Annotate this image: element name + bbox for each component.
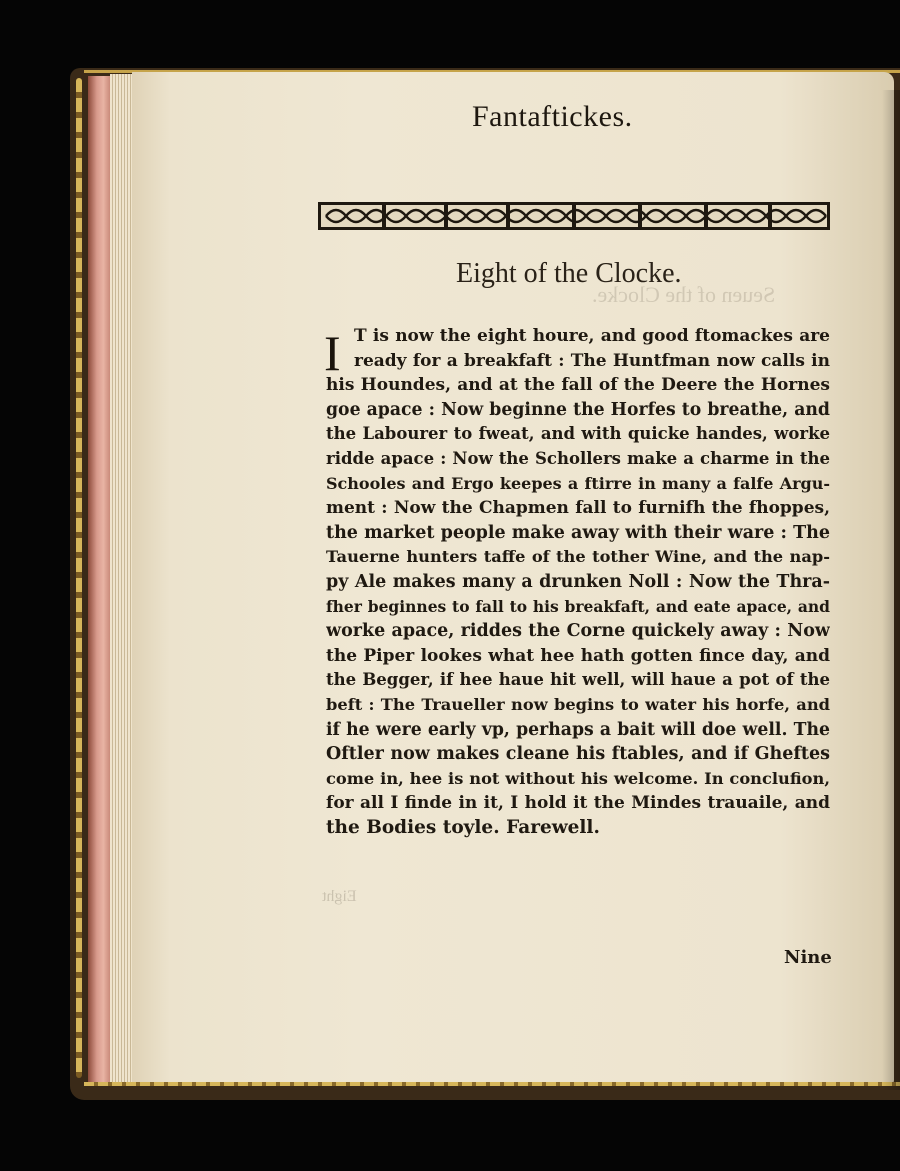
show-through-text: Eight xyxy=(322,888,357,905)
text-line: Schooles and Ergo keepes a ftirre in many a falfe Argu- xyxy=(326,473,830,493)
text-line: goe apace : Now beginne the Horfes to breathe, and xyxy=(326,399,830,420)
text-line: beft : The Traueller now begins to water his horfe, and xyxy=(326,694,830,714)
text-line: Oftler now makes cleane his ftables, and if Gheftes xyxy=(326,744,830,765)
text-line: ridde apace : Now the Schollers make a charme in the xyxy=(326,448,830,468)
text-line: ready for a breakfaft : The Huntfman now calls in xyxy=(354,350,830,371)
text-line: py Ale makes many a drunken Noll : Now the Thra- xyxy=(326,571,830,592)
show-through-text: Seuen of the Clocke. xyxy=(592,282,776,307)
text-line: his Houndes, and at the fall of the Deere the Hornes xyxy=(326,375,830,396)
text-line: the Labourer to fweat, and with quicke handes, worke xyxy=(326,424,830,444)
chapter-title: Eight of the Clocke. xyxy=(456,258,682,289)
text-line: if he were early vp, perhaps a bait will doe well. The xyxy=(326,719,830,740)
drop-cap: I xyxy=(324,325,341,381)
text-line: the Begger, if hee haue hit well, will haue a pot of the xyxy=(326,670,830,690)
text-line: T is now the eight houre, and good ftomackes are xyxy=(354,326,830,346)
text-line: the market people make away with their ware : The xyxy=(326,522,830,543)
text-line: the Piper lookes what hee hath gotten fince day, and xyxy=(326,645,830,666)
text-line: come in, hee is not without his welcome. In conclufion, xyxy=(326,768,830,788)
running-head: Fantaftickes. xyxy=(472,100,633,133)
page-shadow xyxy=(882,90,900,1090)
text-line: fher beginnes to fall to his breakfaft, and eate apace, and xyxy=(326,596,830,616)
text-line: ment : Now the Chapmen fall to furnifh the fhoppes, xyxy=(326,498,830,519)
text-line: the Bodies toyle. Farewell. xyxy=(326,816,600,838)
text-line: worke apace, riddes the Corne quickely away : Now xyxy=(326,621,830,642)
ornamental-border xyxy=(318,200,830,232)
page-edges xyxy=(110,74,132,1084)
gilt-edge-left xyxy=(76,78,82,1078)
text-line: for all I finde in it, I hold it the Mindes trauaile, and xyxy=(326,793,830,814)
body-text xyxy=(326,324,830,840)
catchword: Nine xyxy=(784,947,832,968)
gilt-edge-bottom xyxy=(84,1082,900,1086)
pink-endpaper xyxy=(88,76,110,1084)
text-line: Tauerne hunters taffe of the tother Wine, and the nap- xyxy=(326,547,830,567)
